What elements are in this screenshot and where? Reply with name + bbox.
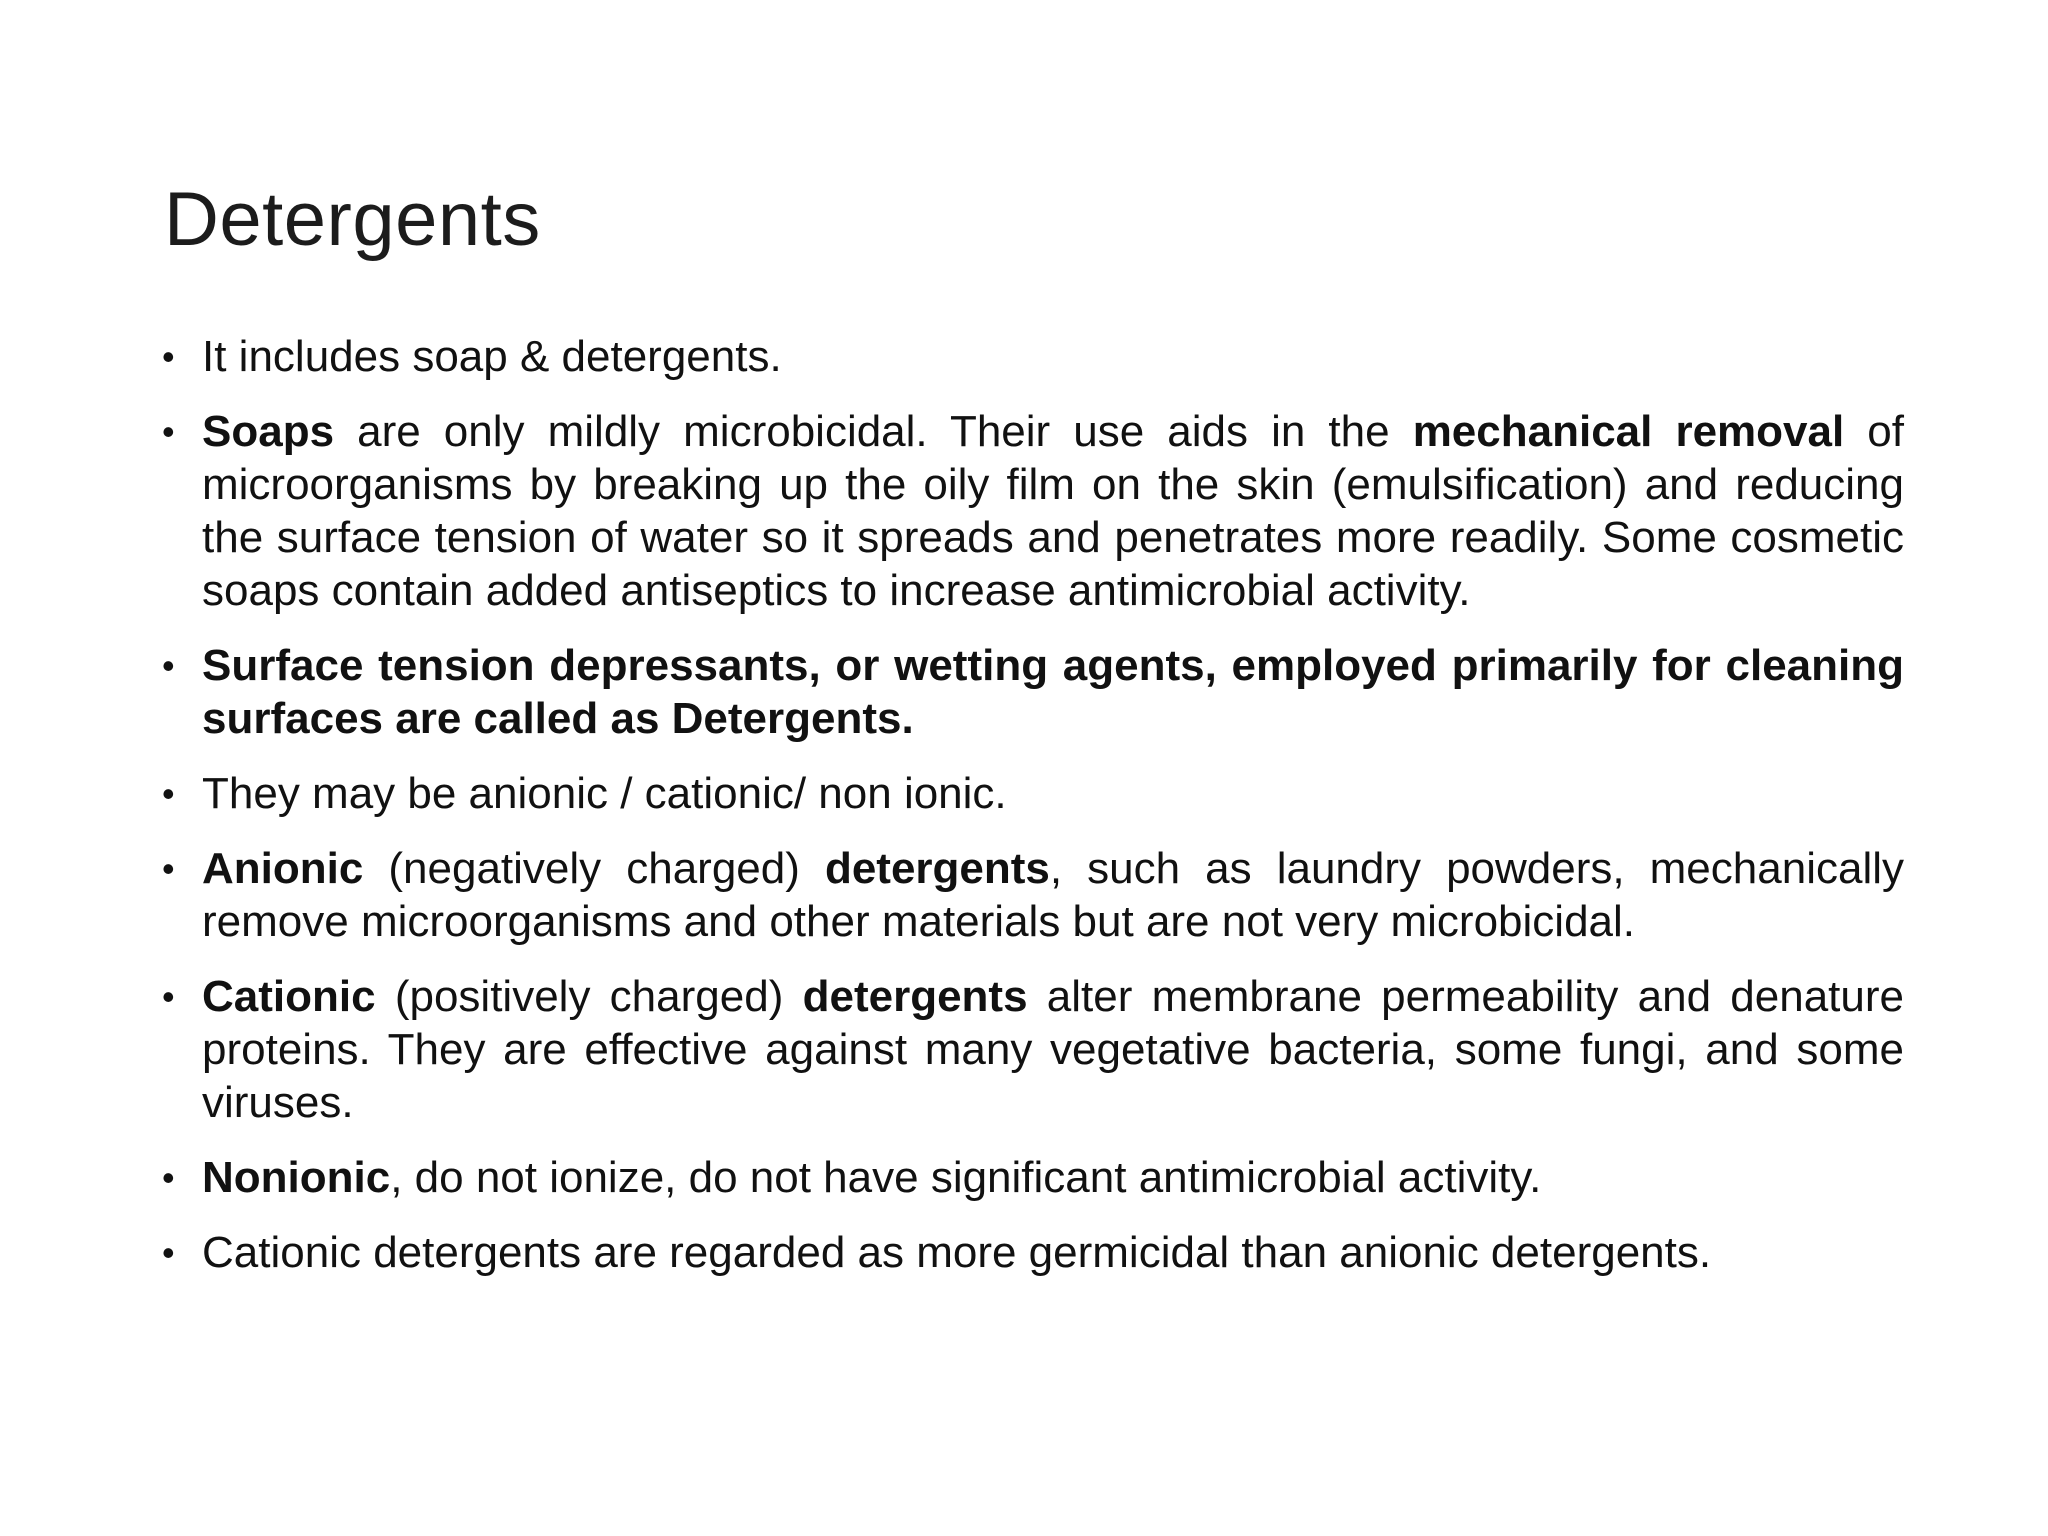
bullet-text: [202, 1153, 1541, 1202]
bullet-text: [202, 641, 1904, 743]
bullet-segment: are only mildly microbicidal. Their use aids in the: [334, 407, 1413, 456]
bullet-segment: , do not ionize, do not have significant antimicrobial activity.: [390, 1153, 1542, 1202]
bullet-icon: •: [162, 848, 175, 889]
bullet-text: [202, 844, 1904, 946]
bullet-icon: •: [162, 773, 175, 814]
bullet-segment: They may be anionic / cationic/ non ionic.: [202, 769, 1007, 818]
bullet-emphasis: detergents: [824, 844, 1050, 893]
bullet-emphasis: detergents: [802, 972, 1028, 1021]
bullet-text: [202, 332, 782, 381]
bullet-segment: of microorganisms by breaking up the oily film on the skin (emulsification) and reducing the surface tension of water so it spreads and penetrates more readily. Some cosmetic soaps contain added antiseptics to increase antimicrobial activity.: [202, 407, 1904, 615]
bullet-segment: Cationic detergents are regarded as more germicidal than anionic detergents.: [202, 1228, 1712, 1277]
bullet-emphasis: mechanical removal: [1412, 407, 1845, 456]
bullet-text: [202, 407, 1904, 615]
bullet-text: [202, 972, 1904, 1127]
bullet-text: [202, 769, 1007, 818]
bullet-icon: •: [162, 336, 175, 377]
bullet-segment: alter membrane permeability and denature proteins. They are effective against many vegetative bacteria, some fungi, and some viruses.: [202, 972, 1904, 1127]
bullet-segment: (positively charged): [375, 972, 803, 1021]
bullet-segment: It includes soap & detergents.: [202, 332, 782, 381]
bullet-emphasis: Anionic: [202, 844, 364, 893]
bullet-item: [162, 405, 1904, 617]
bullet-icon: •: [162, 1157, 175, 1198]
bullet-item: [162, 970, 1904, 1129]
bullet-text: [202, 1228, 1711, 1277]
bullet-emphasis: Soaps: [202, 407, 335, 456]
bullet-icon: •: [162, 976, 175, 1017]
bullet-item: [162, 1151, 1904, 1204]
bullet-emphasis: Cationic: [202, 972, 376, 1021]
bullet-icon: •: [162, 411, 175, 452]
bullet-emphasis: Surface tension depressants, or wetting agents, employed primarily for cleaning surfaces are called as Detergents.: [202, 641, 1904, 743]
bullet-item: [162, 842, 1904, 948]
bullet-item: [162, 330, 1904, 383]
bullet-emphasis: Nonionic: [202, 1153, 391, 1202]
bullet-item: [162, 639, 1904, 745]
bullet-item: [162, 767, 1904, 820]
bullet-list: [162, 330, 1904, 1301]
bullet-item: [162, 1226, 1904, 1279]
bullet-icon: •: [162, 1232, 175, 1273]
slide-title: Detergents: [164, 177, 541, 262]
bullet-segment: , such as laundry powders, mechanically remove microorganisms and other materials but are not very microbicidal.: [202, 844, 1904, 946]
bullet-icon: •: [162, 645, 175, 686]
bullet-segment: (negatively charged): [363, 844, 825, 893]
